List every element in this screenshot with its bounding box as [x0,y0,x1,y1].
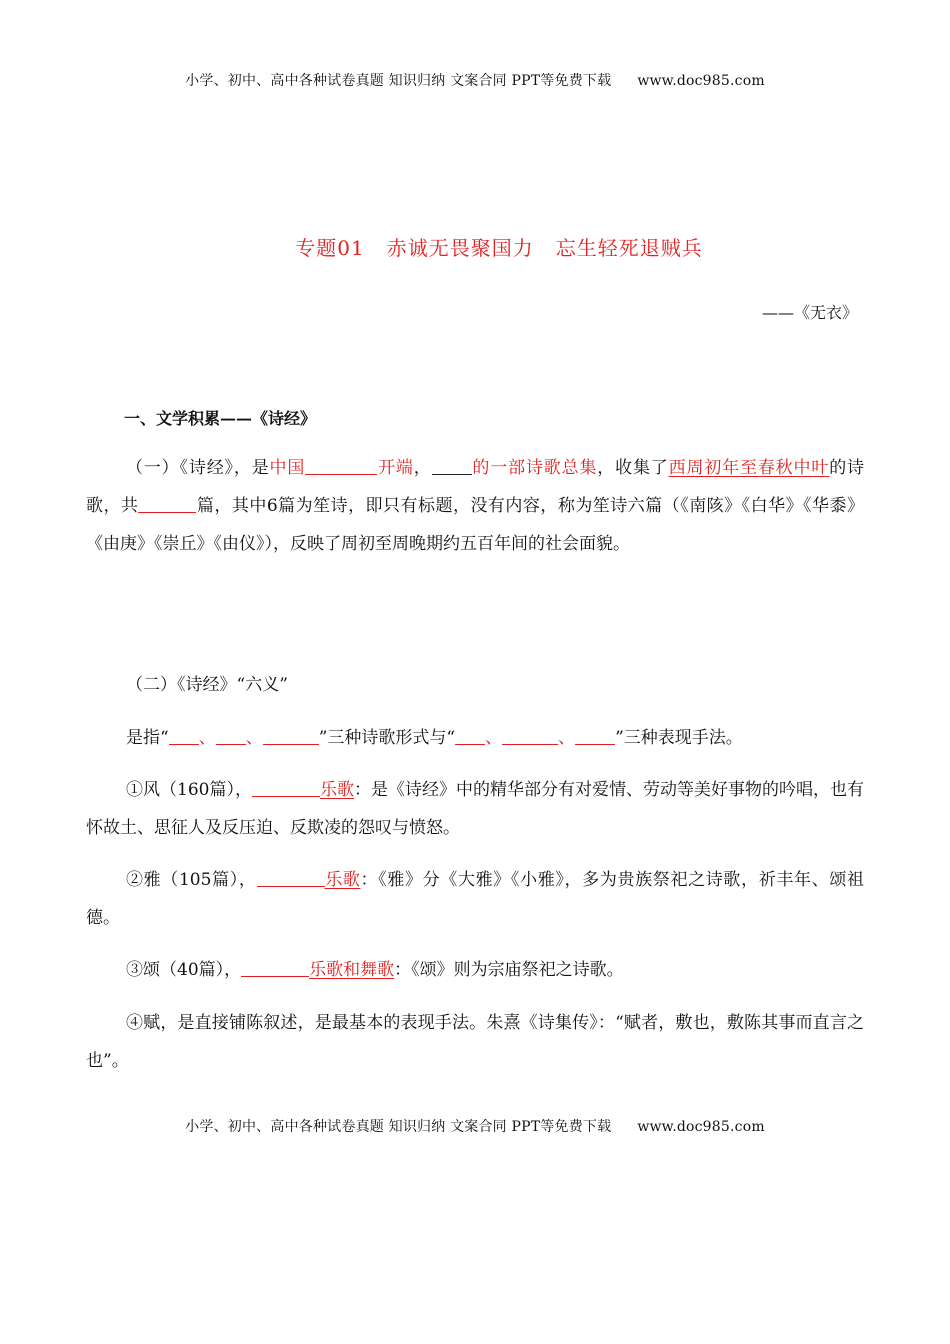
six-meanings-intro [86,719,876,757]
intro-text-3: ”三种表现手法。 [615,728,743,748]
p1-text-5: 篇，其中6篇为笙诗，即只有标题，没有内容，称为笙诗六篇（《南陔》《白华》《华黍》《由庚》《崇丘》《由仪》），反映了周初至周晚期约五百年间的社会面貌。 [86,496,864,554]
title-part3: 忘生轻死退贼兵 [555,236,703,260]
p1-text-2: ， [413,458,432,478]
p2-heading-text: （二）《诗经》“六义” [126,675,288,695]
song-red: 乐歌和舞歌 [309,960,395,980]
blank-ya[interactable] [257,868,325,887]
page-footer [0,1116,950,1136]
blank-feng[interactable] [252,778,320,797]
song-label: ③颂（40篇）， [126,960,242,980]
p1-underlined-period: 西周初年至春秋中叶 [668,458,830,478]
blank-form-2[interactable] [216,726,246,745]
p1-text-4: 的诗歌，共 [86,458,865,516]
blank-technique-2[interactable] [502,726,558,745]
sep-2: 、 [245,728,263,748]
p1-red-1: 中国 [269,458,306,478]
sep-4: 、 [558,728,576,748]
intro-text-1: 是指“ [126,728,169,748]
paragraph-2-heading [86,666,876,704]
p1-red-3: 的一部诗歌总集 [471,458,598,478]
header-url[interactable]: www.doc985.com [637,73,765,89]
feng-red: 乐歌 [319,780,354,800]
ya-red: 乐歌 [324,870,361,890]
page-header [0,70,950,90]
ya-desc: ：《雅》分《大雅》《小雅》，多为贵族祭祀之诗歌，祈丰年、颂祖德。 [86,870,865,928]
source-attribution: ——《无衣》 [761,303,858,322]
feng-desc: ：是《诗经》中的精华部分有对爱情、劳动等美好事物的吟唱，也有怀故土、思征人及反压迫、反欺凌的怨叹与愤怒。 [86,780,865,838]
blank-technique-1[interactable] [455,726,485,745]
blank-form-3[interactable] [263,726,319,745]
paragraph-1 [86,449,864,563]
song-desc: ：《颂》则为宗庙祭祀之诗歌。 [394,960,624,980]
blank-form-1[interactable] [169,726,199,745]
title-part2: 赤诚无畏聚国力 [386,236,534,260]
footer-url[interactable]: www.doc985.com [637,1119,765,1135]
item-feng [86,771,864,847]
sep-3: 、 [485,728,503,748]
item-ya [86,861,864,937]
ya-label: ②雅（105篇）， [126,870,257,890]
fu-text: ④赋，是直接铺陈叙述，是最基本的表现手法。朱熹《诗集传》：“赋者，敷也，敷陈其事而直言之也”。 [86,1013,864,1071]
p1-red-2: 开端 [377,458,414,478]
blank-1[interactable] [305,456,377,475]
item-fu [86,1004,864,1080]
p1-text-3: ，收集了 [597,458,669,478]
blank-song[interactable] [241,958,309,977]
header-text: 小学、初中、高中各种试卷真题 知识归纳 文案合同 PPT等免费下载 [185,73,612,89]
section-heading: 一、文学积累——《诗经》 [124,409,317,428]
blank-3[interactable] [138,494,196,513]
item-song [86,951,864,989]
p1-text-1: （一）《诗经》，是 [126,458,270,478]
feng-label: ①风（160篇）， [126,780,252,800]
footer-text: 小学、初中、高中各种试卷真题 知识归纳 文案合同 PPT等免费下载 [185,1119,612,1135]
title-part1: 专题01 [295,236,365,260]
intro-text-2: ”三种诗歌形式与“ [318,728,456,748]
sep-1: 、 [198,728,216,748]
blank-2[interactable] [432,456,472,475]
blank-technique-3[interactable] [575,726,615,745]
page-title [0,232,950,261]
